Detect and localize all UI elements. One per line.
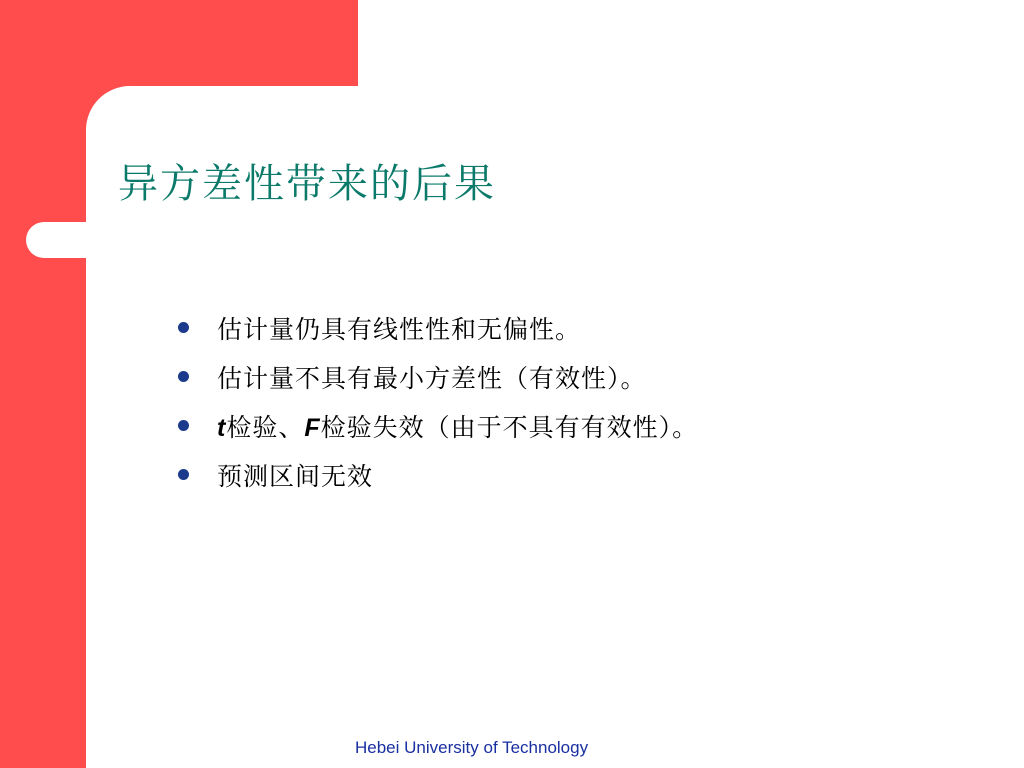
bullet-item bbox=[178, 401, 698, 450]
bullet-dot-icon bbox=[178, 371, 189, 382]
bullet-text: 预测区间无效 bbox=[217, 461, 374, 491]
bullet-list bbox=[178, 303, 698, 499]
f-variable: F bbox=[304, 413, 321, 442]
bullet-text bbox=[217, 408, 698, 444]
bullet-text: 估计量不具有最小方差性（有效性）。 bbox=[217, 363, 647, 393]
bullet-dot-icon bbox=[178, 420, 189, 431]
bullet-text: 估计量仍具有线性性和无偏性。 bbox=[217, 314, 582, 344]
slide-title: 异方差性带来的后果 bbox=[118, 161, 496, 207]
bullet-item bbox=[178, 450, 698, 499]
decorative-tab bbox=[26, 222, 146, 258]
footer-text: Hebei University of Technology bbox=[355, 738, 589, 757]
bullet-item bbox=[178, 352, 698, 401]
bullet-text-part: 检验、 bbox=[226, 412, 305, 442]
bullet-dot-icon bbox=[178, 469, 189, 480]
t-variable: t bbox=[217, 413, 227, 442]
bullet-dot-icon bbox=[178, 322, 189, 333]
bullet-item bbox=[178, 303, 698, 352]
bullet-text-part: 检验失效（由于不具有有效性）。 bbox=[320, 412, 699, 442]
